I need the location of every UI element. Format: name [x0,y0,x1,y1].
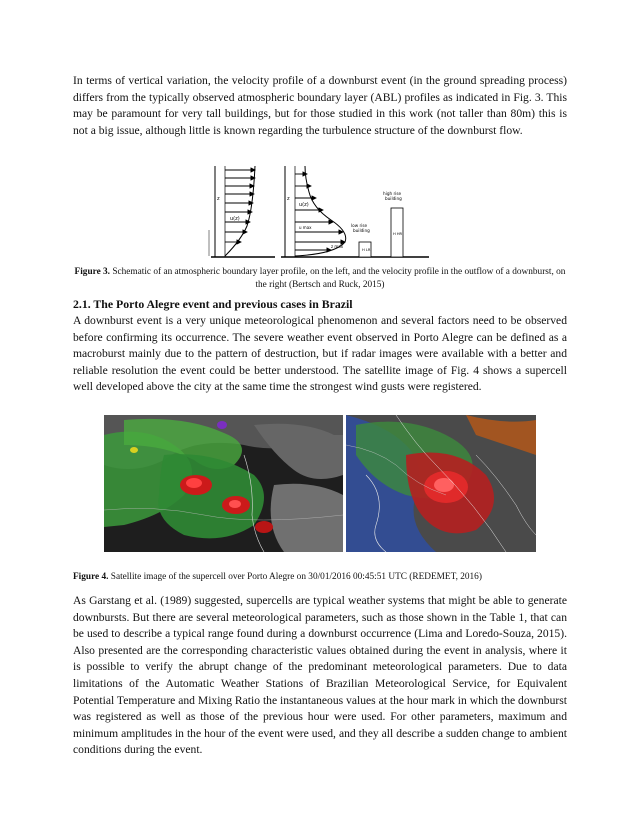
fig3-highrise-height: H HR [393,232,403,236]
fig3-uz-label-right: u(z) [299,202,309,208]
paragraph-abl-profile: In terms of vertical variation, the velocity profile of a downburst event (in the ground spreading process) differs from the typically observed atmospheric boundary layer (ABL) profiles as indicated in Fig. 3. This may be paramount for very tall buildings, but for those studied in this work (not taller than 80m) this is not a big issue, although little is known regarding the turbulence structure of the downburst flow. [73,74,567,137]
figure-3-caption [73,266,567,292]
satellite-image-left [104,415,343,552]
fig3-z-label-right: z [287,196,290,202]
figure-3-schematic [203,160,435,262]
abl-profile [209,166,275,257]
fig3-lowrise-height: H LR [362,248,371,252]
fig3-umax-label: u max [299,225,312,230]
fig3-z-label-left: z [217,196,220,202]
section-heading: 2.1. The Porto Alegre event and previous cases in Brazil [73,297,353,311]
paragraph-supercells: As Garstang et al. (1989) suggested, supercells are typical weather systems that might be able to generate downbursts. But there are several meteorological parameters, such as those shown in the Table 1, that can be used to describe a typical range found during a downburst occurrence (Lima and Loredo-Souza, 2015). Also presented are the corresponding characteristic values obtained during the event in analysis, where it is possible to verify the abrupt change of the predominant meteorological parameters. Due to data limitations of the Automatic Weather Stations of Brazilian Meteorological Service, for Equivalent Potential Temperature and Mixing Ratio the instantaneous values at the hour mark in which the downburst was registered as well as those of the previous hour were used. For other parameters, maximum and minimum amplitudes in the hour of the event were used, and they all describe a sudden change to ambient conditions during the event. [73,594,567,757]
downburst-profile [281,166,429,257]
fig3-highrise-label: high rise building [383,191,402,201]
figure-4-caption-text: Satellite image of the supercell over Porto Alegre on 30/01/2016 00:45:51 UTC (REDEMET, 2016) [108,572,482,582]
figure-3-label: Figure 3. [74,267,111,277]
paragraph-porto-alegre-event: A downburst event is a very unique meteorological phenomenon and several factors need to be observed before confirming its occurrence. The severe weather event observed in Porto Alegre can be defined as a macroburst mainly due to the pattern of destruction, but if radar images were available with a better and reliable resolution the event could be better understood. The satellite image of Fig. 4 shows a supercell well developed above the city at the same time the strongest wind gusts were registered. [73,314,567,394]
fig3-uz-label-left: u(z) [230,216,240,222]
figure-4-label: Figure 4. [73,572,109,582]
fig3-lowrise-label: low rise building [351,223,370,233]
fig3-zmax-label: z max [331,244,344,249]
satellite-image-right [346,415,536,552]
figure-4-caption [73,571,567,584]
figure-3-caption-text: Schematic of an atmospheric boundary layer profile, on the left, and the velocity profile in the outflow of a downburst, on the right (Bertsch and Ruck, 2015) [110,267,566,291]
